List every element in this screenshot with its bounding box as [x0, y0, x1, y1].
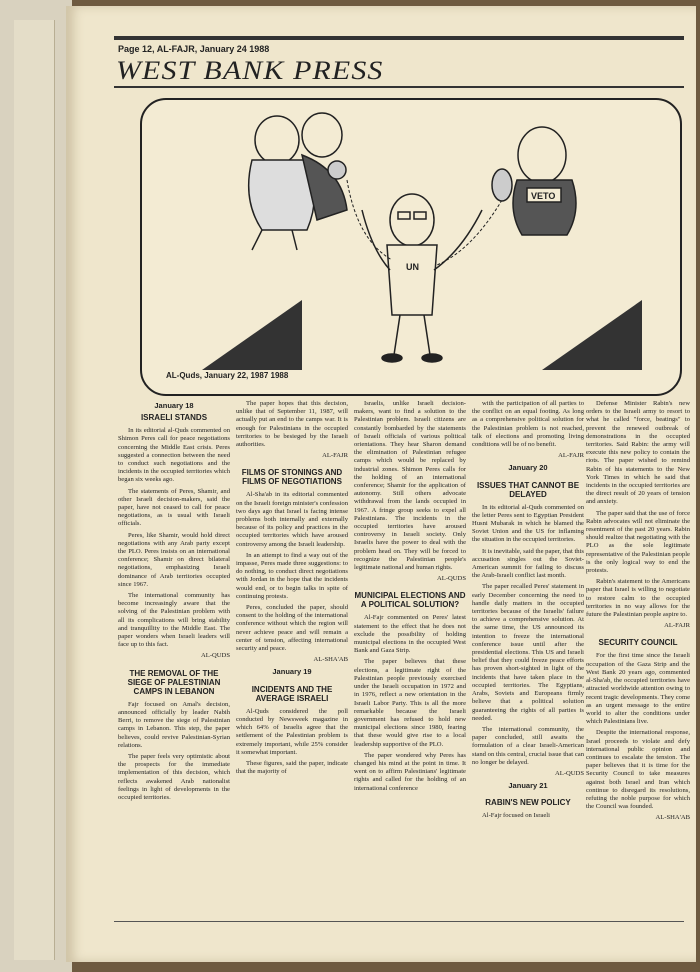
source-credit: AL-FAJR	[322, 452, 348, 460]
article-headline: INCIDENTS AND THE AVERAGE ISRAELI	[251, 684, 333, 703]
column-1	[118, 400, 230, 805]
title-rule	[114, 86, 684, 88]
book-spine	[14, 20, 55, 960]
newspaper-page	[66, 6, 696, 962]
paragraph: The paper said that the use of force Rabin advocates will not eliminate the resentment of the past 20 years. Rabin should realize that negotiating with the PLO as the sole legitimate representative of the Palestinian people is the only logical way to end the protests.	[586, 509, 690, 575]
article-headline: ISSUES THAT CANNOT BE DELAYED	[476, 480, 580, 499]
paragraph: Israelis, unlike Israeli decision-makers, want to find a solution to the Palestinian problem. Israeli citizens are constantly bombarded by the statements of Israeli officials of various political orientations. They hear Sharon demand the elimination of Palestinian refugee camps which would be replaced by industrial zones. Shimon Peres calls for the holding of an international conference; Shamir for the application of autonomy. Still others advocate withdrawal from the lands occupied in 1967. A fringe group seeks to expel all Palestinians. The incidents in the occupied territories have aroused controversy in Israeli society. Only Israelis have the power to deal with the problem head on. They will be forced to recognize the Palestinian people's legitimate national and human rights.	[354, 400, 466, 572]
source-credit: AL-SHA'AB	[655, 814, 690, 822]
paragraph: These figures, said the paper, indicate that the majority of	[236, 759, 348, 776]
left-figures-icon	[249, 113, 347, 250]
background-left	[0, 0, 72, 972]
paragraph: Al-Fajr focused on Israeli	[482, 812, 550, 820]
cartoon-drawing	[142, 100, 680, 394]
date-heading: January 21	[508, 781, 548, 791]
source-credit: AL-QUDS	[555, 769, 584, 777]
paragraph: Al-Sha'ab in its editorial commented on the Israeli foreign minister's confession two days ago that Israel is facing intense problems both internally and externally because of its policy and practices in the occupied territories which have aroused controversy among the Israeli leadership.	[236, 491, 348, 548]
ground-right	[542, 300, 642, 370]
date-heading: January 19	[272, 667, 312, 677]
paragraph: Fajr focused on Amal's decision, announced officially by leader Nabih Berri, to remove the siege of Palestinian camps in Lebanon. This step, the paper believes, could revive Palestinian-Syrian relations.	[118, 700, 230, 749]
paragraph: In its editorial al-Quds commented on Shimon Peres call for peace negotiations concerning the Middle East crisis. Peres suggested a connection between the need to conduct such negotiations and the incidents in the occupied territories which began six weeks ago.	[118, 427, 230, 484]
column-3	[354, 400, 466, 796]
source-credit: AL-FAJR	[664, 622, 690, 630]
un-label: UN	[406, 262, 419, 272]
source-credit: AL-QUDS	[201, 652, 230, 660]
paragraph: The paper wondered why Peres has changed his mind at the point in time. It went on to affirm Palestinians' legitimate rights and called for the holding of an international conference	[354, 751, 466, 792]
cartoon-caption: AL-Quds, January 22, 1987 1988	[166, 371, 289, 380]
page-header: Page 12, AL-FAJR, January 24 1988	[118, 44, 270, 54]
paragraph: For the first time since the Israeli occupation of the Gaza Strip and the West Bank 20 years ago, commented al-Sha'ab, the occupied territories have attracted worldwide attention owing to recent tragic developments. They come as an urgent message to the entire world to alter the conditions under which Palestinians live.	[586, 652, 690, 726]
article-headline: MUNICIPAL ELECTIONS AND A POLITICAL SOLUTION?	[354, 591, 466, 610]
bottom-rule	[114, 921, 684, 922]
article-headline: FILMS OF STONINGS AND FILMS OF NEGOTIATIONS	[241, 468, 343, 487]
paragraph: Defense Minister Rabin's new orders to the Israeli army to resort to what he called "force, beatings" to prevent the renewed outbreak of demonstrations in the occupied territories. Said Rabin: the army will execute this new policy to contain the riots. The paper wished to remind Rabin of his statements to the New York Times in which he said that incidents in the occupied territories are the direct result of 20 years of tension and anxiety.	[586, 400, 690, 506]
date-heading: January 18	[154, 401, 194, 410]
date-heading: January 20	[508, 463, 548, 473]
paragraph: Peres, concluded the paper, should consent to the holding of the international conference without which the region will never achieve peace and will remain a center of tension, affecting international security and peace.	[236, 604, 348, 653]
column-4	[472, 400, 584, 824]
editorial-cartoon	[140, 98, 682, 396]
source-credit: AL-FAJR	[558, 452, 584, 460]
column-2	[236, 400, 348, 779]
paragraph: The paper believes that these elections, a legitimate right of the Palestinian people previously exercised under the Israeli occupation in 1972 and in 1976, reflect a new orientation in the Israeli Labor Party. This is all the more remarkable because the Israeli government has refused to hold new municipal elections since 1980, fearing that these would give rise to a local leadership supportive of the PLO.	[354, 658, 466, 748]
paragraph: The statements of Peres, Shamir, and other Israeli decision-makers, said the paper, have not ceased to call for peace negotiations, as is usual with Israeli officials.	[118, 487, 230, 528]
article-headline: SECURITY COUNCIL	[598, 638, 678, 648]
paragraph: Rabin's statement to the Americans paper that Israel is willing to negotiate to restore calm to the occupied territories in no way allows for the future the Palestinian people aspire to.	[586, 578, 690, 619]
top-rule	[114, 36, 684, 40]
paragraph: The paper feels very optimistic about the prospects for the immediate implementation of this decision, which reflects awakened Arab nationalist feelings in light of developments in the occupied territories.	[118, 752, 230, 801]
paragraph: The paper recalled Peres' statement in early December concerning the need to handle daily matters in the occupied territories because of the Israelis' failure to achieve a comprehensive solution. At the same time, the US announced its intention to freeze the international conference issue until after the presidential elections. This US and Israeli belief that they could freeze peace efforts has proven short-sighted in light of the incidents that have taken place in the occupied territories. The Egyptians, Arabs, Soviets and Europeans firmly believe that a political solution guaranteeing the rights of all parties is needed.	[472, 583, 584, 722]
paragraph: Al-Quds considered the poll conducted by Newsweek magazine in which 64% of Israelis agree that the settlement of the Palestinian problem is extremely important, while 25% consider it somewhat important.	[236, 707, 348, 756]
paragraph: Peres, like Shamir, would hold direct negotiations with any Arab party except the PLO. Peres insists on an international conference; Shamir on direct bilateral negotiations, emphasizing Israeli dominance of Arab territories occupied since 1967.	[118, 531, 230, 588]
phone-cord-left	[347, 180, 392, 260]
paragraph: Al-Fajr commented on Peres' latest statement to the effect that he does not exclude the possibility of holding municipal elections in the occupied West Bank and Gaza Strip.	[354, 614, 466, 655]
veto-label: VETO	[531, 191, 556, 201]
right-figure-icon	[492, 127, 576, 235]
source-credit: AL-QUDS	[437, 575, 466, 583]
paragraph: The international community, the paper concluded, still awaits the formulation of a clear Israeli-American stand on this central, crucial issue that can no longer be delayed.	[472, 725, 584, 766]
center-figure-icon	[362, 194, 482, 362]
source-credit: AL-SHA'AB	[313, 656, 348, 664]
section-title: WEST BANK PRESS	[116, 56, 384, 85]
paragraph: In its editorial al-Quds commented on the letter Peres sent to Egyptian President Husni Mubarak in which he blamed the Soviet Union and the US for inflaming the situation in the occupied territories.	[472, 503, 584, 544]
paragraph: In an attempt to find a way out of the impasse, Peres made three suggestions: to do nothing, to conduct direct negotiations with Jordan in the hope that the incidents would end, or to begin talks in spite of continuing protests.	[236, 551, 348, 600]
paragraph: The international community has become increasingly aware that the solving of the Palestinian problem with all its complications will bring stability and tranquillity to the Middle East. The paper wonders when Israeli leaders will face up to this fact.	[118, 592, 230, 649]
article-headline: THE REMOVAL OF THE SIEGE OF PALESTINIAN CAMPS IN LEBANON	[127, 668, 221, 696]
paragraph: It is inevitable, said the paper, that this accusation singles out the Soviet-American summit for failing to discuss the Arab-Israeli conflict last month.	[472, 547, 584, 580]
article-headline: RABIN'S NEW POLICY	[485, 798, 571, 808]
paragraph: The paper hopes that this decision, unlike that of September 11, 1987, will actually put an end to the camps war. It is enough for Palestinians in the occupied territories to be besieged by the Israeli authorities.	[236, 400, 348, 449]
paragraph: with the participation of all parties to the conflict on an equal footing. As long as a comprehensive political solution for the Palestinian problem is not reached, talk of elections and promoting living conditions will be of no benefit.	[472, 400, 584, 449]
column-5	[586, 400, 690, 827]
paragraph: Despite the international response, Israel proceeds to violate and defy international public opinion and continues to escalate the tension. The paper believes that it is time for the Security Council to take measures against both Israel and Iran which continue to disregard its resolutions, refuting the noble purpose for which the Council was founded.	[586, 729, 690, 811]
ground-left	[202, 300, 302, 370]
article-headline: ISRAELI STANDS	[140, 413, 208, 423]
